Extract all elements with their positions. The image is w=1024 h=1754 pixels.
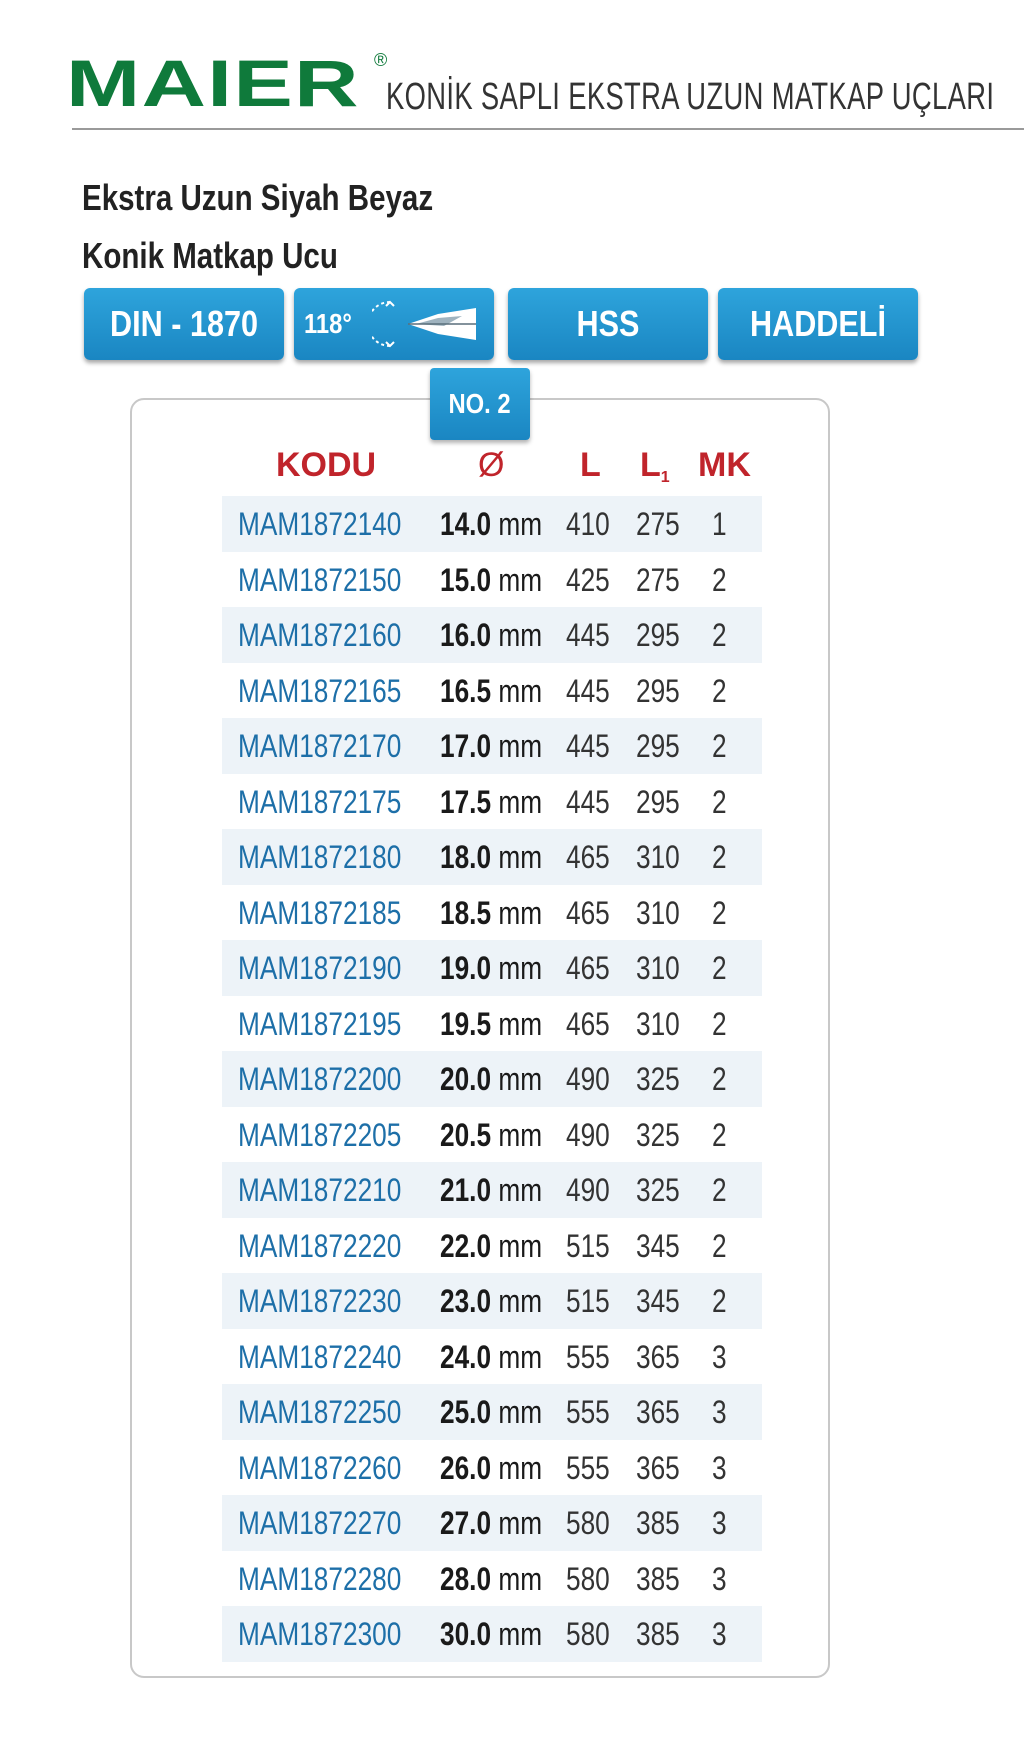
morse-taper-tab [430,368,530,440]
flute-length-cell: 325 [636,1061,680,1097]
material-badge [508,288,708,360]
diameter-value: 16.0 [440,617,492,653]
product-code-cell: MAM1872210 [238,1172,402,1208]
length-cell: 490 [566,1172,610,1208]
table-row [222,496,762,552]
diameter-unit: mm [498,894,543,931]
column-header-length: L [580,446,601,484]
diameter-value: 22.0 [440,1227,492,1264]
diameter-unit: mm [498,506,543,542]
diameter-value: 19.5 [440,1005,492,1042]
length-cell: 445 [566,672,610,709]
product-code-cell: MAM1872140 [238,506,402,542]
morse-taper-cell: 1 [712,506,727,542]
diameter-value: 26.0 [440,1449,492,1486]
diameter-cell [440,996,542,1052]
length-cell: 580 [566,1505,610,1541]
diameter-cell [440,1218,542,1274]
length-cell: 445 [566,728,610,764]
diameter-cell [440,885,542,941]
flute-length-cell: 295 [636,672,680,709]
diameter-unit: mm [498,672,543,709]
din-badge-label: DIN - 1870 [110,303,258,344]
diameter-unit: mm [498,1116,543,1153]
table-row [222,1551,762,1607]
din-standard-badge [84,288,284,360]
length-cell: 555 [566,1449,610,1486]
table-row [222,1051,762,1107]
table-row [222,607,762,663]
diameter-unit: mm [498,1449,543,1486]
morse-taper-cell: 2 [712,783,727,820]
flute-length-cell: 385 [636,1560,680,1597]
product-code-cell: MAM1872300 [238,1616,402,1652]
morse-taper-cell: 3 [712,1616,727,1652]
brand-logo: MAIER [66,46,360,120]
diameter-unit: mm [498,1172,543,1208]
diameter-value: 16.5 [440,672,492,709]
table-row [222,996,762,1052]
table-row [222,1162,762,1218]
diameter-unit: mm [498,561,543,598]
diameter-unit: mm [498,728,543,764]
length-cell: 555 [566,1338,610,1375]
column-header-l1-text: L [640,446,661,484]
column-header-l1-subscript: 1 [660,469,670,486]
diameter-value: 20.0 [440,1061,492,1097]
table-row [222,1107,762,1163]
product-code-cell: MAM1872230 [238,1283,402,1319]
flute-length-cell: 295 [636,728,680,764]
length-cell: 465 [566,894,610,931]
length-cell: 580 [566,1560,610,1597]
material-badge-label: HSS [576,303,640,344]
morse-taper-cell: 3 [712,1338,727,1375]
flute-length-cell: 385 [636,1616,680,1652]
flute-length-cell: 275 [636,506,680,542]
diameter-unit: mm [498,1005,543,1042]
product-code-cell: MAM1872190 [238,950,402,986]
morse-taper-cell: 2 [712,1172,727,1208]
product-code-cell: MAM1872250 [238,1394,402,1430]
diameter-cell [440,607,542,663]
diameter-cell [440,1107,542,1163]
drill-tip-icon [372,294,484,354]
diameter-value: 14.0 [440,506,492,542]
table-row [222,829,762,885]
product-code-cell: MAM1872205 [238,1116,402,1153]
product-code-cell: MAM1872160 [238,617,402,653]
diameter-unit: mm [498,783,543,820]
length-cell: 515 [566,1227,610,1264]
morse-taper-cell: 2 [712,950,727,986]
length-cell: 490 [566,1116,610,1153]
product-code-cell: MAM1872200 [238,1061,402,1097]
catalog-title: KONİK SAPLI EKSTRA UZUN MATKAP UÇLARI [386,76,995,118]
product-code-cell: MAM1872170 [238,728,402,764]
table-header [0,440,1024,490]
table-row [222,718,762,774]
length-cell: 465 [566,839,610,875]
morse-taper-cell: 2 [712,839,727,875]
flute-length-cell: 345 [636,1283,680,1319]
table-row [222,1606,762,1662]
angle-badge-label: 118° [304,308,352,339]
flute-length-cell: 365 [636,1394,680,1430]
morse-taper-cell: 3 [712,1449,727,1486]
flute-length-cell: 310 [636,950,680,986]
length-cell: 445 [566,617,610,653]
diameter-unit: mm [498,1227,543,1264]
process-badge [718,288,918,360]
length-cell: 465 [566,1005,610,1042]
column-header-l1 [640,440,670,503]
morse-taper-cell: 3 [712,1560,727,1597]
diameter-cell [440,1162,542,1218]
flute-length-cell: 310 [636,1005,680,1042]
header-divider [72,128,1024,130]
table-row [222,1495,762,1551]
diameter-cell [440,1440,542,1496]
diameter-value: 25.0 [440,1394,492,1430]
column-header-mk: MK [698,446,751,484]
table-row [222,885,762,941]
diameter-cell [440,496,542,552]
diameter-unit: mm [498,1283,543,1319]
product-code-cell: MAM1872150 [238,561,402,598]
product-code-cell: MAM1872185 [238,894,402,931]
table-row [222,1384,762,1440]
product-code-cell: MAM1872195 [238,1005,402,1042]
diameter-unit: mm [498,1560,543,1597]
flute-length-cell: 310 [636,894,680,931]
length-cell: 515 [566,1283,610,1319]
product-code-cell: MAM1872165 [238,672,402,709]
morse-taper-cell: 3 [712,1394,727,1430]
table-row [222,663,762,719]
diameter-value: 18.0 [440,839,492,875]
diameter-value: 20.5 [440,1116,492,1153]
diameter-value: 17.5 [440,783,492,820]
diameter-cell [440,663,542,719]
diameter-unit: mm [498,1061,543,1097]
length-cell: 580 [566,1616,610,1652]
flute-length-cell: 275 [636,561,680,598]
diameter-unit: mm [498,950,543,986]
product-code-cell: MAM1872175 [238,783,402,820]
morse-taper-cell: 2 [712,1061,727,1097]
length-cell: 490 [566,1061,610,1097]
table-row [222,1273,762,1329]
table-row [222,774,762,830]
product-name-line2: Konik Matkap Ucu [82,235,338,276]
morse-taper-cell: 2 [712,1005,727,1042]
diameter-unit: mm [498,1338,543,1375]
diameter-value: 19.0 [440,950,492,986]
diameter-unit: mm [498,617,543,653]
diameter-value: 30.0 [440,1616,492,1652]
morse-taper-cell: 2 [712,561,727,598]
column-header-diameter: Ø [478,446,505,484]
diameter-value: 17.0 [440,728,492,764]
length-cell: 445 [566,783,610,820]
diameter-cell [440,1329,542,1385]
morse-taper-cell: 3 [712,1505,727,1541]
morse-taper-cell: 2 [712,1283,727,1319]
length-cell: 425 [566,561,610,598]
diameter-unit: mm [498,1394,543,1430]
flute-length-cell: 295 [636,617,680,653]
product-code-cell: MAM1872270 [238,1505,402,1541]
diameter-unit: mm [498,1616,543,1652]
flute-length-cell: 385 [636,1505,680,1541]
flute-length-cell: 325 [636,1172,680,1208]
diameter-cell [440,1051,542,1107]
table-row [222,1329,762,1385]
diameter-cell [440,1495,542,1551]
morse-taper-cell: 2 [712,672,727,709]
morse-taper-cell: 2 [712,728,727,764]
diameter-value: 21.0 [440,1172,492,1208]
diameter-value: 28.0 [440,1560,492,1597]
diameter-unit: mm [498,1505,543,1541]
product-name-line1: Ekstra Uzun Siyah Beyaz [82,177,434,218]
table-row [222,1218,762,1274]
diameter-value: 24.0 [440,1338,492,1375]
morse-taper-cell: 2 [712,1227,727,1264]
length-cell: 555 [566,1394,610,1430]
page-header [0,0,1024,140]
diameter-cell [440,829,542,885]
length-cell: 465 [566,950,610,986]
diameter-cell [440,1384,542,1440]
diameter-cell [440,1551,542,1607]
morse-taper-cell: 2 [712,617,727,653]
diameter-cell [440,718,542,774]
table-row [222,940,762,996]
morse-taper-cell: 2 [712,894,727,931]
diameter-cell [440,1606,542,1662]
point-angle-badge [294,288,494,360]
flute-length-cell: 325 [636,1116,680,1153]
process-badge-label: HADDELİ [750,303,886,344]
product-code-cell: MAM1872280 [238,1560,402,1597]
product-code-cell: MAM1872180 [238,839,402,875]
flute-length-cell: 365 [636,1449,680,1486]
column-header-code: KODU [276,446,377,484]
table-row [222,1440,762,1496]
registered-mark: ® [374,50,388,70]
diameter-value: 15.0 [440,561,492,598]
diameter-unit: mm [498,839,543,875]
diameter-cell [440,552,542,608]
flute-length-cell: 345 [636,1227,680,1264]
table-row [222,552,762,608]
diameter-cell [440,774,542,830]
diameter-value: 27.0 [440,1505,492,1541]
diameter-cell [440,940,542,996]
diameter-value: 18.5 [440,894,492,931]
length-cell: 410 [566,506,610,542]
product-code-cell: MAM1872260 [238,1449,402,1486]
product-code-cell: MAM1872220 [238,1227,402,1264]
diameter-cell [440,1273,542,1329]
product-code-cell: MAM1872240 [238,1338,402,1375]
flute-length-cell: 295 [636,783,680,820]
flute-length-cell: 365 [636,1338,680,1375]
morse-taper-tab-label: NO. 2 [448,388,512,419]
diameter-value: 23.0 [440,1283,492,1319]
morse-taper-cell: 2 [712,1116,727,1153]
flute-length-cell: 310 [636,839,680,875]
